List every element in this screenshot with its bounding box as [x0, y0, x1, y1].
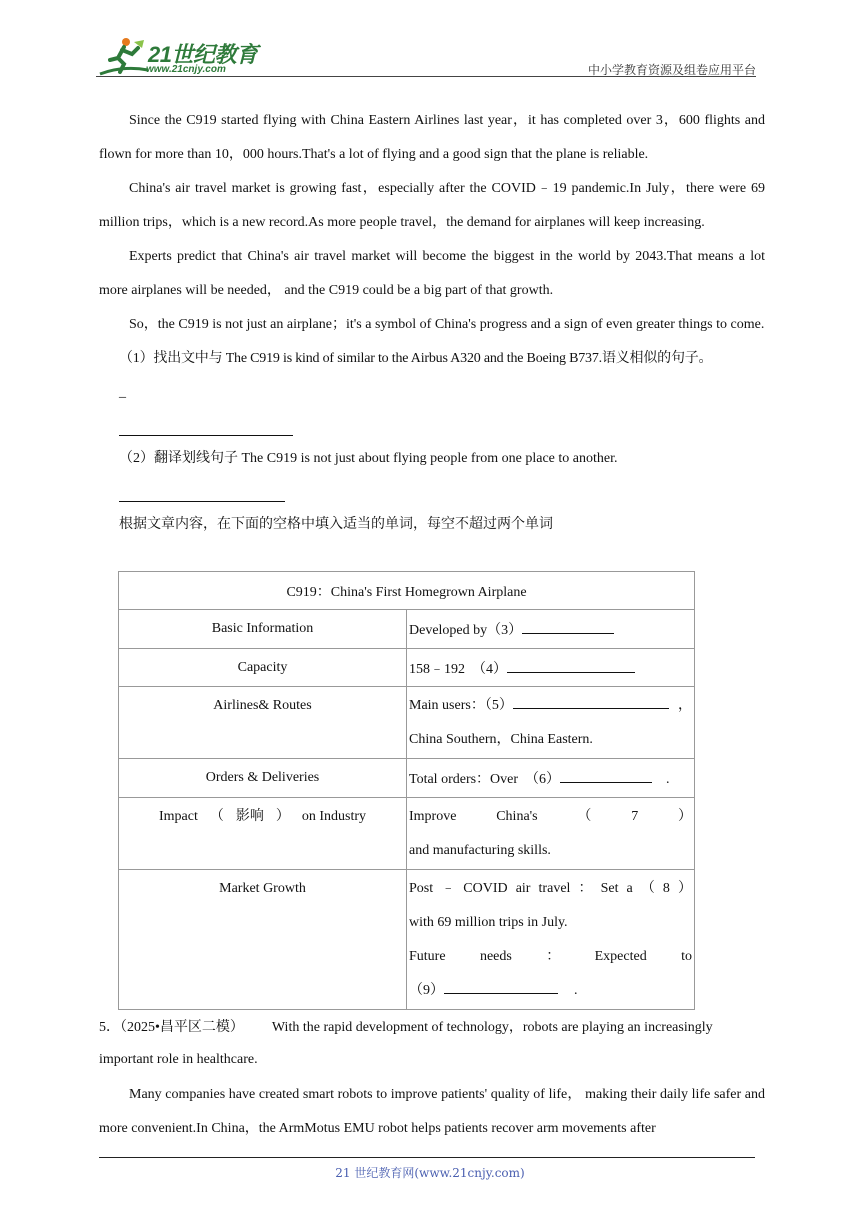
passage-section: [99, 104, 765, 542]
logo-text: 21世纪教育: [148, 42, 258, 67]
row-content: [407, 759, 695, 798]
footer-divider: [99, 1157, 755, 1158]
q2-answer-line[interactable]: [119, 476, 765, 508]
row-content: [407, 687, 695, 759]
blank-3[interactable]: [522, 619, 614, 634]
blank-9[interactable]: [444, 979, 558, 994]
blank-6[interactable]: [560, 768, 652, 783]
table-title: C919：China's First Homegrown Airplane: [119, 572, 695, 610]
row-label: Airlines& Routes: [119, 687, 407, 759]
passage-paragraph: So，the C919 is not just an airplane；it's a symbol of China's progress and a sign of even greater things to come.: [129, 317, 765, 332]
row-content: [407, 610, 695, 649]
cell-text: with 69 million trips in July.: [409, 915, 568, 930]
cell-text: Total orders：Over （6）: [409, 772, 561, 787]
logo-url: www.21cnjy.com: [146, 64, 226, 75]
cell-text: ，: [678, 698, 692, 713]
question-1: （1）找出文中与 The C919 is kind of similar to the Airbus A320 and the Boeing B737.语义相似的句子。: [119, 351, 713, 366]
row-content: [407, 649, 695, 687]
blank-8[interactable]: 8: [662, 881, 670, 896]
row-label: Market Growth: [119, 870, 407, 1010]
header-divider: [96, 76, 756, 77]
q5-text: With the rapid development of technology，robots are playing an increasingly important role in healthcare.: [99, 1020, 713, 1067]
cell-text: Main users：（5）: [409, 698, 513, 713]
q5-head: 5．（2025•昌平区二模）: [99, 1020, 244, 1035]
row-label: Impact （ 影响 ） on Industry: [119, 798, 407, 870]
q5-paragraph: Many companies have created smart robots to improve patients' quality of life， making their daily life safer and more convenient.In China，the ArmMotus EMU robot helps patients recover arm movements after: [99, 1087, 765, 1136]
platform-name: 中小学教育资源及组卷应用平台: [587, 63, 756, 77]
table-instruction: 根据文章内容，在下面的空格中填入适当的单词，每空不超过两个单词: [119, 517, 553, 532]
question-2: （2）翻译划线句子 The C919 is not just about flying people from one place to another.: [119, 451, 618, 466]
cell-text: 158﹣192 （4）: [409, 661, 507, 677]
q1-answer-line[interactable]: [119, 410, 765, 442]
blank-5[interactable]: [513, 694, 669, 709]
passage-paragraph: Experts predict that China's air travel market will become the biggest in the world by 2043.That means a lot more airplanes will be needed， and the C919 could be a big part of that growth.: [99, 249, 765, 298]
site-logo: [96, 34, 266, 78]
footer-link[interactable]: 21 世纪教育网(www.21cnjy.com): [335, 1166, 525, 1180]
passage-paragraph: China's air travel market is growing fast，especially after the COVID﹣19 pandemic.In July，there were 69 million trips，which is a new record.As more people travel，the demand for airplanes will keep increasing.: [99, 181, 765, 230]
runner-logo-icon: [96, 34, 150, 78]
blank-4[interactable]: [507, 658, 635, 673]
blank-7[interactable]: 7: [631, 809, 639, 824]
cell-text: Developed by（3）: [409, 623, 523, 638]
passage-paragraph: Since the C919 started flying with China Eastern Airlines last year，it has completed over 3，600 flights and flown for more than 10，000 hours.That's a lot of flying and a good sign that the plane is reliable.: [99, 113, 765, 162]
row-content: Post ﹣ COVID air travel ： Set a （ 8 ） with 69 million trips in July. Future needs ： Expected to （9） .: [407, 870, 695, 1010]
question-5-section: [99, 1012, 765, 1146]
cell-text: and manufacturing skills.: [409, 843, 551, 858]
c919-info-table: [118, 571, 695, 1010]
q5-intro: [99, 1012, 765, 1076]
cell-text: China Southern，China Eastern.: [409, 732, 593, 747]
row-label: Capacity: [119, 649, 407, 687]
row-label: Basic Information: [119, 610, 407, 649]
q1-dash: _: [119, 385, 126, 400]
page-header: [96, 34, 756, 78]
cell-text: .: [666, 772, 670, 787]
row-label: Orders & Deliveries: [119, 759, 407, 798]
row-content: Improve China's （ 7 ） and manufacturing skills.: [407, 798, 695, 870]
